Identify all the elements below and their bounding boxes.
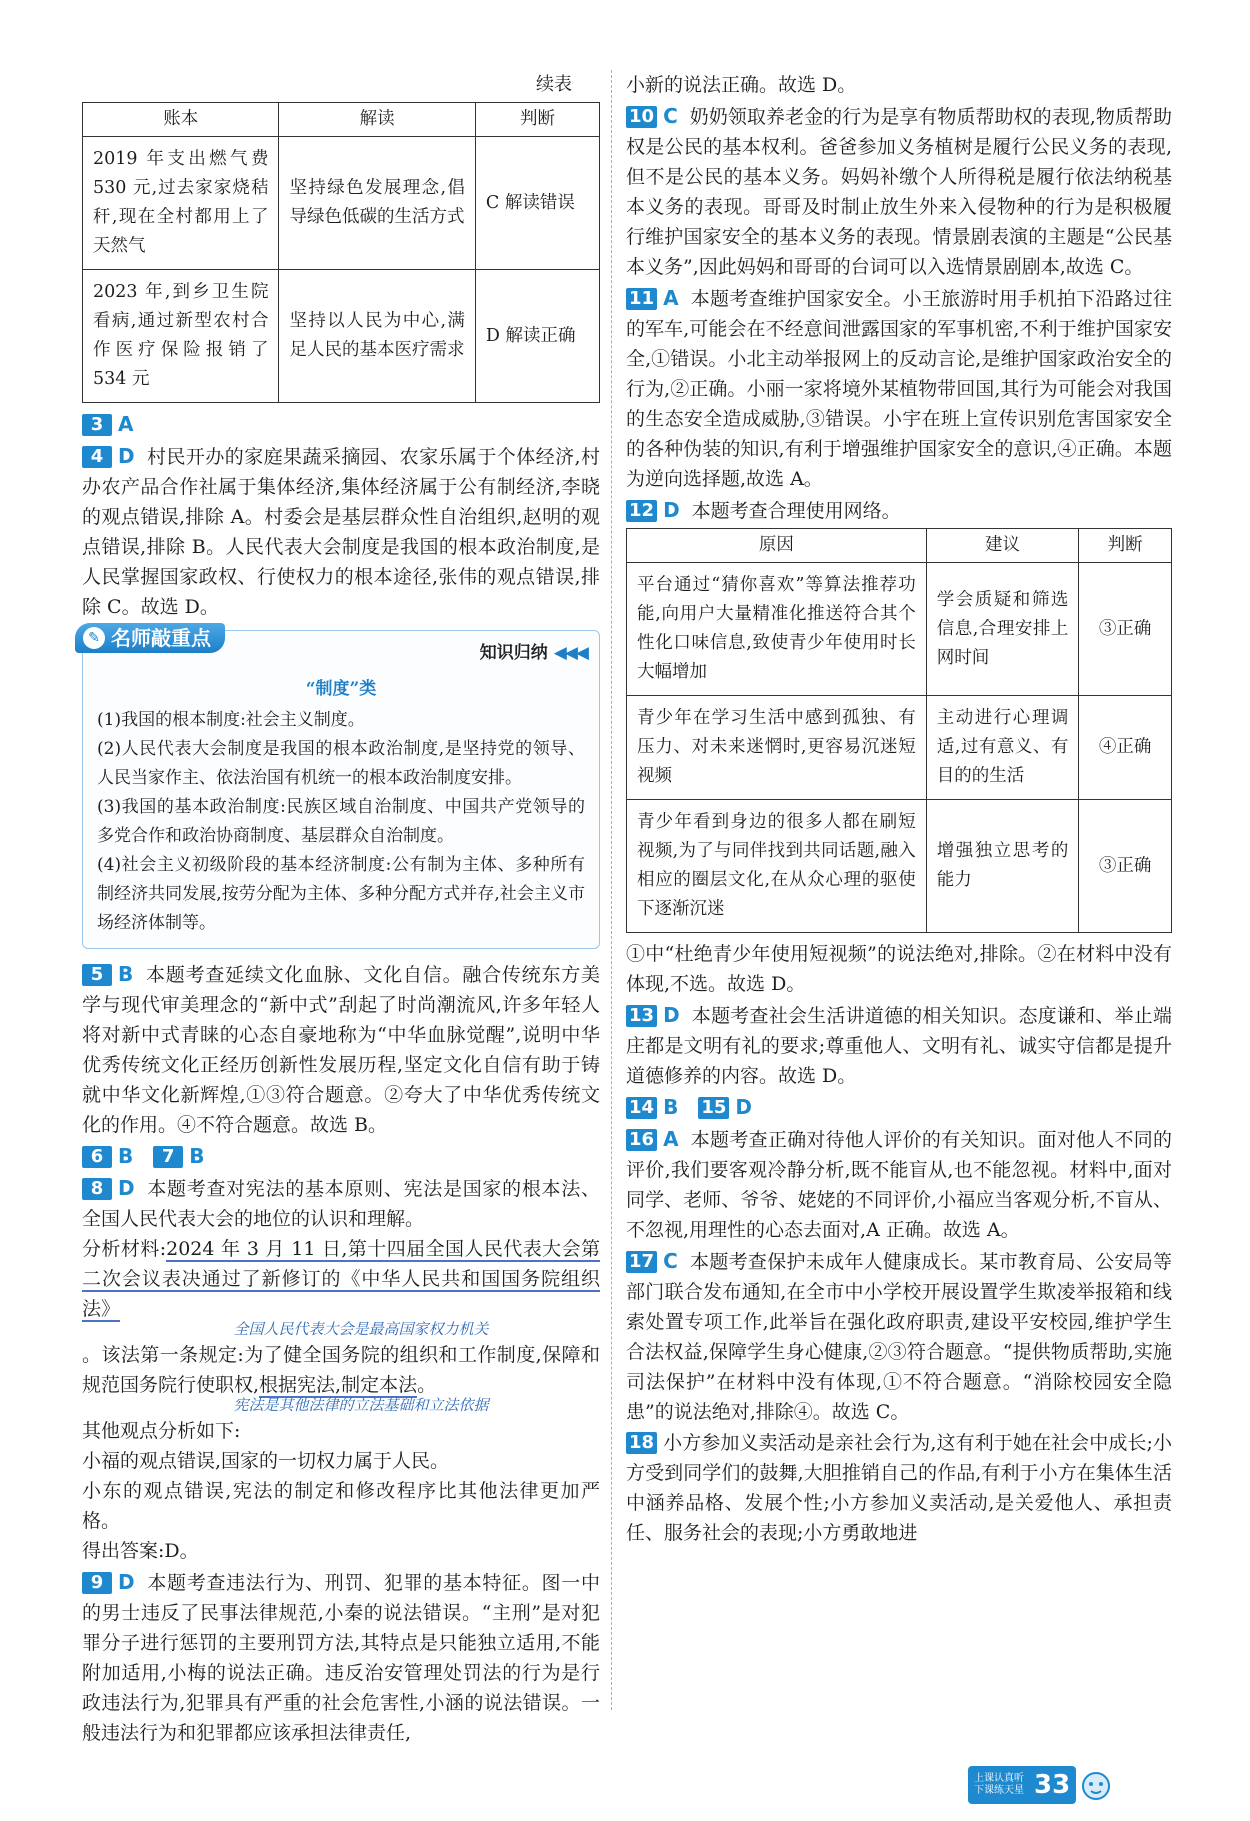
handwritten-note: 全国人民代表大会是最高国家权力机关	[233, 1320, 489, 1338]
result-text: 得出答案:D。	[82, 1540, 199, 1562]
table-row	[627, 696, 1172, 800]
table-row	[83, 137, 600, 270]
table-cell: 坚持绿色发展理念,倡导绿色低碳的生活方式	[279, 137, 475, 270]
table-header: 账本	[83, 103, 279, 137]
other-view: 小福的观点错误,国家的一切权力属于人民。	[82, 1450, 450, 1472]
answer-18	[626, 1428, 1172, 1548]
table-row	[627, 800, 1172, 933]
analysis-paragraph	[82, 1234, 600, 1324]
table-cell: 增强独立思考的能力	[926, 800, 1079, 933]
answer-16	[626, 1124, 1172, 1245]
answer-letter: A	[663, 286, 679, 310]
answer-explanation: 村民开办的家庭果蔬采摘园、农家乐属于个体经济,村办农产品合作社属于集体经济,集体经济属于公有制经济,李晓的观点错误,排除 A。村委会是基层群众性自治组织,赵明的观点错误,排除 B。人民代表大会制度是我国的根本政治制度,是人民掌握国家政权、行使权力的根本途径,张伟的观点错误,排除 C。故选 D。	[82, 446, 600, 618]
table-header: 解读	[279, 103, 475, 137]
answer-4	[82, 441, 600, 622]
key-point-item: (1)我国的根本制度:社会主义制度。	[97, 710, 365, 730]
table-cell: ③正确	[1079, 563, 1172, 696]
key-points-subtitle: “制度”类	[305, 679, 377, 699]
table-row	[627, 563, 1172, 696]
table-row	[83, 270, 600, 403]
question-number: 3	[82, 414, 112, 436]
analysis-paragraph	[82, 1340, 600, 1400]
question-number: 5	[82, 964, 112, 986]
table-header: 判断	[475, 103, 599, 137]
answer-explanation: 本题考查合理使用网络。	[691, 500, 901, 522]
ledger-table	[82, 102, 600, 403]
table-cell: 青少年看到身边的很多人都在刷短视频,为了与同伴找到共同话题,融入相应的圈层文化,在从众心理的驱使下逐渐沉迷	[627, 800, 927, 933]
key-points-kind-text: 知识归纳	[479, 643, 548, 663]
answer-12	[626, 495, 1172, 526]
key-points-title	[75, 623, 225, 653]
continued-table-label: 续表	[536, 74, 572, 95]
answer-12-after: ①中“杜绝青少年使用短视频”的说法绝对,排除。②在材料中没有体现,不选。故选 D。	[626, 943, 1172, 995]
left-column	[82, 70, 600, 1749]
question-number: 17	[626, 1251, 657, 1273]
right-column	[626, 70, 1172, 1549]
answer-explanation: 本题考查社会生活讲道德的相关知识。态度谦和、举止端庄都是文明有礼的要求;尊重他人、文明有礼、诚实守信都是提升道德修养的内容。故选 D。	[626, 1005, 1172, 1087]
answer-letter: D	[663, 1003, 680, 1027]
table-cell: 2019 年支出燃气费 530 元,过去家家烧秸秆,现在全村都用上了天然气	[83, 137, 279, 270]
answer-explanation: 小方参加义卖活动是亲社会行为,这有利于她在社会中成长;小方受到同学们的鼓舞,大胆推销自己的作品,有利于小方在集体生活中涵养品格、发展个性;小方参加义卖活动,是关爱他人、承担责任、服务社会的表现;小方勇敢地进	[626, 1432, 1172, 1544]
analysis-end: 。	[417, 1374, 437, 1396]
answer-explanation: 本题考查保护未成年人健康成长。某市教育局、公安局等部门联合发布通知,在全市中小学校开展设置学生欺凌举报箱和线索处置专项工作,此举旨在强化政府职责,建设平安校园,维护学生合法权益,保障学生身心健康,②③符合题意。“提供物质帮助,实施司法保护”在材料中没有体现,①不符合题意。“消除校园安全隐患”的说法绝对,排除④。故选 C。	[626, 1251, 1172, 1423]
table-cell: C 解读错误	[475, 137, 599, 270]
triple-arrow-icon: ◀◀◀	[553, 643, 587, 663]
table-header: 建议	[926, 529, 1079, 563]
question-number: 10	[626, 106, 657, 128]
answer-letter: B	[663, 1095, 679, 1119]
key-point-item: (3)我国的基本政治制度:民族区域自治制度、中国共产党领导的多党合作和政治协商制度、基层群众自治制度。	[97, 797, 585, 846]
table-cell: 主动进行心理调适,过有意义、有目的的生活	[926, 696, 1079, 800]
table-header-row	[627, 529, 1172, 563]
answer-letter: C	[663, 104, 678, 128]
answer-letter: B	[118, 1144, 134, 1168]
answer-10	[626, 101, 1172, 282]
table-cell: 青少年在学习生活中感到孤独、有压力、对未来迷惘时,更容易沉迷短视频	[627, 696, 927, 800]
table-header-row	[83, 103, 600, 137]
answer-letter: D	[118, 1176, 135, 1200]
question-number: 18	[626, 1432, 657, 1454]
highlighted-text: 2024 年 3 月 11 日,第十四届全国人民代表大会第二次会议表决通过了新修订的《中华人民共和国国务院组织法》	[82, 1238, 600, 1320]
table-cell: 2023 年,到乡卫生院看病,通过新型农村合作医疗保险报销了 534 元	[83, 270, 279, 403]
question-number: 13	[626, 1005, 657, 1027]
question-number: 9	[82, 1572, 112, 1594]
key-points-header	[75, 623, 225, 653]
answer-explanation: 本题考查正确对待他人评价的有关知识。面对他人不同的评价,我们要客观冷静分析,既不能盲从,也不能忽视。材料中,面对同学、老师、爷爷、姥姥的不同评价,小福应当客观分析,不盲从、不忽视,用理性的心态去面对,A 正确。故选 A。	[626, 1129, 1172, 1241]
question-number: 7	[153, 1146, 183, 1168]
answer-5	[82, 959, 600, 1140]
answer-letter: D	[735, 1095, 752, 1119]
answer-6-7	[82, 1141, 600, 1172]
key-points-box	[82, 626, 600, 949]
key-points-title-text: 名师敲重点	[111, 626, 211, 650]
answer-letter: D	[663, 498, 680, 522]
answer-letter: D	[118, 1570, 135, 1594]
key-points-kind	[480, 639, 587, 668]
table-cell: D 解读正确	[475, 270, 599, 403]
answer-explanation: 本题考查对宪法的基本原则、宪法是国家的根本法、全国人民代表大会的地位的认识和理解。	[82, 1178, 600, 1230]
column-divider	[611, 70, 612, 1710]
answer-explanation: 本题考查违法行为、刑罚、犯罪的基本特征。图一中的男士违反了民事法律规范,小秦的说法错误。“主刑”是对犯罪分子进行惩罚的主要刑罚方法,其特点是只能独立适用,不能附加适用,小梅的说法正确。违反治安管理处罚法的行为是行政违法行为,犯罪具有严重的社会危害性,小涵的说法错误。一般违法行为和犯罪都应该承担法律责任,	[82, 1572, 600, 1744]
answer-letter: D	[118, 444, 135, 468]
teacher-icon: ✎	[83, 627, 105, 649]
answer-11	[626, 283, 1172, 494]
mascot-icon	[1072, 1768, 1120, 1802]
answer-letter: B	[189, 1144, 205, 1168]
table-cell: ③正确	[1079, 800, 1172, 933]
table-cell: ④正确	[1079, 696, 1172, 800]
answer-explanation: 本题考查延续文化血脉、文化自信。融合传统东方美学与现代审美理念的“新中式”刮起了时尚潮流风,许多年轻人将对新中式青睐的心态自豪地称为“中华血脉觉醒”,说明中华优秀传统文化正经历创新性发展历程,坚定文化自信有助于铸就中华文化新辉煌,①③符合题意。②夸大了中华优秀传统文化的作用。④不符合题意。故选 B。	[82, 964, 600, 1136]
answer-letter: A	[663, 1127, 679, 1151]
footer-slogan: 上课认真听 下课练天星	[974, 1773, 1024, 1796]
answer-letter: B	[118, 962, 134, 986]
question-number: 11	[626, 288, 657, 310]
page-number-badge	[968, 1766, 1076, 1804]
page-number: 33	[1034, 1770, 1071, 1800]
other-view: 小东的观点错误,宪法的制定和修改程序比其他法律更加严格。	[82, 1480, 600, 1532]
question-number: 8	[82, 1178, 112, 1200]
answer-13	[626, 1000, 1172, 1091]
answer-9-continued: 小新的说法正确。故选 D。	[626, 74, 857, 96]
page-footer	[968, 1766, 1120, 1804]
answer-9	[82, 1567, 600, 1748]
answer-8	[82, 1173, 600, 1566]
analysis-text: 。该法第一条规定:为了健全国务院的组织和工作制度,保障和规范国务院行使职权,	[82, 1344, 600, 1396]
answer-17	[626, 1246, 1172, 1427]
answer-letter: A	[118, 412, 134, 436]
table-cell: 学会质疑和筛选信息,合理安排上网时间	[926, 563, 1079, 696]
reason-table	[626, 528, 1172, 933]
answer-explanation: 本题考查维护国家安全。小王旅游时用手机拍下沿路过往的军车,可能会在不经意间泄露国家的军事机密,不利于维护国家安全,①错误。小北主动举报网上的反动言论,是维护国家政治安全的行为,②正确。小丽一家将境外某植物带回国,其行为可能会对我国的生态安全造成威胁,③错误。小宇在班上宣传识别危害国家安全的各种伪装的知识,有利于增强维护国家安全的意识,④正确。本题为逆向选择题,故选 A。	[626, 288, 1172, 490]
question-number: 4	[82, 446, 112, 468]
answer-explanation: 奶奶领取养老金的行为是享有物质帮助权的表现,物质帮助权是公民的基本权利。爸爸参加义务植树是履行公民义务的表现,但不是公民的基本义务。妈妈补缴个人所得税是履行依法纳税基本义务的表现。哥哥及时制止放生外来入侵物种的行为是积极履行维护国家安全的基本义务的表现。情景剧表演的主题是“公民基本义务”,因此妈妈和哥哥的台词可以入选情景剧剧本,故选 C。	[626, 106, 1172, 278]
highlighted-text: 根据宪法,制定本法	[259, 1374, 418, 1396]
handwritten-note: 宪法是其他法律的立法基础和立法依据	[233, 1396, 489, 1414]
question-number: 14	[626, 1097, 657, 1119]
other-views-title: 其他观点分析如下:	[82, 1420, 241, 1442]
key-point-item: (2)人民代表大会制度是我国的根本政治制度,是坚持党的领导、人民当家作主、依法治国有机统一的根本政治制度安排。	[97, 739, 585, 788]
answer-3	[82, 409, 600, 440]
table-cell: 坚持以人民为中心,满足人民的基本医疗需求	[279, 270, 475, 403]
question-number: 12	[626, 500, 657, 522]
question-number: 16	[626, 1129, 657, 1151]
question-number: 15	[698, 1097, 729, 1119]
table-header: 判断	[1079, 529, 1172, 563]
key-point-item: (4)社会主义初级阶段的基本经济制度:公有制为主体、多种所有制经济共同发展,按劳分配为主体、多种分配方式并存,社会主义市场经济体制等。	[97, 855, 585, 933]
analysis-prefix: 分析材料:	[82, 1238, 167, 1260]
table-header: 原因	[627, 529, 927, 563]
answer-letter: C	[663, 1249, 678, 1273]
table-cell: 平台通过“猜你喜欢”等算法推荐功能,向用户大量精准化推送符合其个性化口味信息,致使青少年使用时长大幅增加	[627, 563, 927, 696]
question-number: 6	[82, 1146, 112, 1168]
answer-14-15	[626, 1092, 1172, 1123]
